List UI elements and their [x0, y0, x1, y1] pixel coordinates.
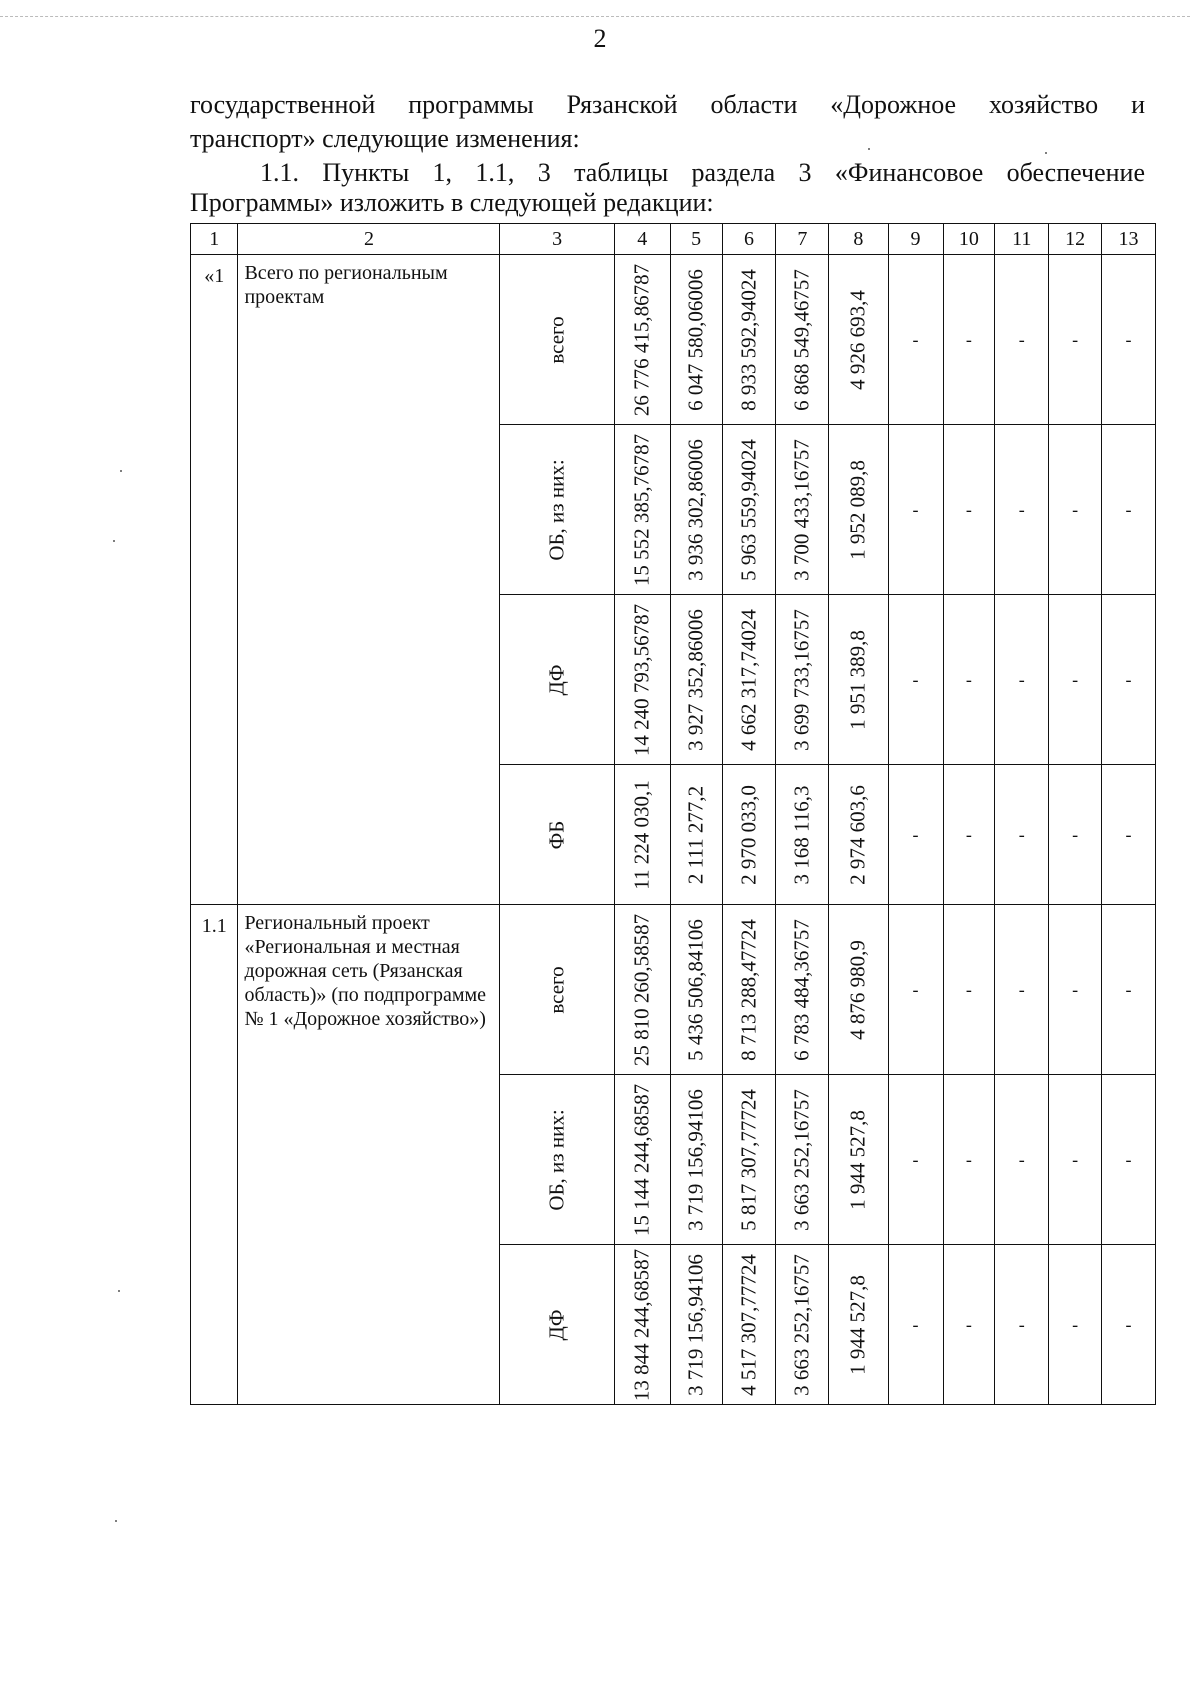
- amount-value: 6 047 580,06006: [683, 268, 708, 411]
- funding-type: всего: [544, 315, 569, 364]
- amount-value: 26 776 415,86787: [629, 263, 654, 416]
- amount-value: 3 663 252,16757: [789, 1253, 814, 1396]
- intro-line-2: транспорт» следующие изменения:: [190, 124, 580, 153]
- amount-cell: [722, 425, 776, 595]
- empty-value-cell: [1049, 255, 1102, 425]
- amount-cell: [614, 1075, 670, 1245]
- empty-value-cell: [943, 1075, 995, 1245]
- amount-value: 11 224 030,1: [629, 779, 654, 890]
- amount-value: 3 719 156,94106: [683, 1253, 708, 1396]
- funding-type-cell: [500, 905, 614, 1075]
- empty-value-cell: [995, 905, 1049, 1075]
- dash-mark: -: [965, 1314, 972, 1334]
- dash-mark: -: [912, 1314, 919, 1334]
- amount-value: 4 662 317,74024: [736, 608, 761, 751]
- dash-mark: -: [1018, 669, 1025, 689]
- intro-line-3: 1.1. Пункты 1, 1.1, 3 таблицы раздела 3 «Финансовое обеспечение: [260, 158, 1145, 187]
- amount-cell: [722, 595, 776, 765]
- dash-mark: -: [1125, 979, 1132, 999]
- empty-value-cell: [1102, 905, 1156, 1075]
- amount-value: 4 876 980,9: [845, 939, 870, 1040]
- dash-mark: -: [1125, 824, 1132, 844]
- amount-cell: [776, 1075, 829, 1245]
- empty-value-cell: [1049, 765, 1102, 905]
- amount-value: 1 952 089,8: [845, 459, 870, 560]
- funding-type-cell: [500, 595, 614, 765]
- dash-mark: -: [912, 329, 919, 349]
- amount-value: 14 240 793,56787: [629, 603, 654, 756]
- dash-mark: -: [912, 979, 919, 999]
- amount-cell: [722, 1075, 776, 1245]
- empty-value-cell: [888, 1075, 943, 1245]
- amount-cell: [829, 595, 888, 765]
- dash-mark: -: [1072, 1149, 1079, 1169]
- amount-value: 8 713 288,47724: [736, 918, 761, 1061]
- dash-mark: -: [965, 824, 972, 844]
- amount-value: 15 144 244,68587: [629, 1083, 654, 1236]
- row-number: «1: [191, 255, 238, 905]
- amount-value: 4 926 693,4: [845, 289, 870, 390]
- dash-mark: -: [1018, 979, 1025, 999]
- empty-value-cell: [995, 255, 1049, 425]
- empty-value-cell: [995, 1245, 1049, 1405]
- scan-speck: [1045, 152, 1047, 154]
- amount-cell: [670, 425, 722, 595]
- amount-cell: [670, 765, 722, 905]
- row-number: 1.1: [191, 905, 238, 1405]
- page-number: 2: [593, 24, 607, 53]
- dash-mark: -: [1018, 824, 1025, 844]
- column-header: 8: [829, 224, 888, 255]
- funding-type: ДФ: [544, 1309, 569, 1340]
- amount-value: 1 951 389,8: [845, 629, 870, 730]
- empty-value-cell: [1102, 1075, 1156, 1245]
- column-header: 10: [943, 224, 995, 255]
- amount-cell: [614, 905, 670, 1075]
- amount-value: 1 944 527,8: [845, 1109, 870, 1210]
- empty-value-cell: [1102, 425, 1156, 595]
- amount-value: 3 168 116,3: [789, 785, 814, 884]
- empty-value-cell: [1102, 765, 1156, 905]
- amount-cell: [614, 255, 670, 425]
- dash-mark: -: [912, 669, 919, 689]
- amount-value: 3 719 156,94106: [683, 1088, 708, 1231]
- amount-value: 6 868 549,46757: [789, 268, 814, 411]
- dash-mark: -: [965, 979, 972, 999]
- amount-value: 3 699 733,16757: [789, 608, 814, 751]
- amount-cell: [670, 905, 722, 1075]
- dash-mark: -: [1125, 1149, 1132, 1169]
- dash-mark: -: [965, 329, 972, 349]
- amount-value: 2 111 277,2: [683, 785, 708, 884]
- amount-value: 3 927 352,86006: [683, 608, 708, 751]
- amount-value: 5 963 559,94024: [736, 438, 761, 581]
- dash-mark: -: [965, 669, 972, 689]
- amount-value: 3 663 252,16757: [789, 1088, 814, 1231]
- empty-value-cell: [1049, 1075, 1102, 1245]
- scan-speck: [118, 1290, 120, 1292]
- dash-mark: -: [1072, 499, 1079, 519]
- empty-value-cell: [943, 905, 995, 1075]
- empty-value-cell: [995, 595, 1049, 765]
- empty-value-cell: [888, 905, 943, 1075]
- scan-speck: [120, 470, 122, 472]
- amount-cell: [776, 595, 829, 765]
- dash-mark: -: [1072, 824, 1079, 844]
- empty-value-cell: [1049, 905, 1102, 1075]
- dash-mark: -: [912, 824, 919, 844]
- dash-mark: -: [1072, 329, 1079, 349]
- amount-cell: [776, 425, 829, 595]
- amount-cell: [614, 425, 670, 595]
- dash-mark: -: [1018, 329, 1025, 349]
- amount-value: 1 944 527,8: [845, 1274, 870, 1375]
- amount-cell: [776, 1245, 829, 1405]
- funding-type-cell: [500, 425, 614, 595]
- amount-value: 2 970 033,0: [736, 784, 761, 885]
- column-header: 6: [722, 224, 776, 255]
- finance-table: [190, 223, 1156, 1405]
- amount-value: 13 844 244,68587: [629, 1248, 654, 1401]
- empty-value-cell: [995, 765, 1049, 905]
- amount-value: 6 783 484,36757: [789, 918, 814, 1061]
- amount-cell: [614, 595, 670, 765]
- dash-mark: -: [1018, 1149, 1025, 1169]
- intro-line-4: Программы» изложить в следующей редакции:: [190, 188, 714, 217]
- column-header: 1: [191, 224, 238, 255]
- row-name: Всего по региональным проектам: [238, 255, 500, 905]
- empty-value-cell: [1049, 595, 1102, 765]
- empty-value-cell: [943, 595, 995, 765]
- amount-value: 25 810 260,58587: [629, 913, 654, 1066]
- column-header: 5: [670, 224, 722, 255]
- dash-mark: -: [965, 499, 972, 519]
- column-header: 2: [238, 224, 500, 255]
- column-header: 13: [1102, 224, 1156, 255]
- empty-value-cell: [943, 765, 995, 905]
- empty-value-cell: [888, 595, 943, 765]
- amount-value: 8 933 592,94024: [736, 268, 761, 411]
- column-header: 3: [500, 224, 614, 255]
- table-row: [191, 905, 1156, 1075]
- amount-cell: [722, 765, 776, 905]
- empty-value-cell: [1102, 595, 1156, 765]
- dash-mark: -: [1125, 499, 1132, 519]
- funding-type-cell: [500, 1075, 614, 1245]
- dash-mark: -: [1072, 1314, 1079, 1334]
- empty-value-cell: [943, 425, 995, 595]
- amount-cell: [614, 1245, 670, 1405]
- empty-value-cell: [888, 425, 943, 595]
- amount-cell: [776, 255, 829, 425]
- empty-value-cell: [888, 255, 943, 425]
- amount-value: 15 552 385,76787: [629, 433, 654, 586]
- amount-value: 3 936 302,86006: [683, 438, 708, 581]
- amount-cell: [829, 425, 888, 595]
- empty-value-cell: [995, 425, 1049, 595]
- column-header: 12: [1049, 224, 1102, 255]
- dash-mark: -: [1125, 1314, 1132, 1334]
- amount-cell: [722, 255, 776, 425]
- funding-type-cell: [500, 1245, 614, 1405]
- dash-mark: -: [912, 499, 919, 519]
- funding-type-cell: [500, 255, 614, 425]
- empty-value-cell: [943, 255, 995, 425]
- empty-value-cell: [1049, 425, 1102, 595]
- amount-cell: [829, 1075, 888, 1245]
- funding-type: ФБ: [544, 820, 569, 849]
- funding-type: ДФ: [544, 664, 569, 695]
- amount-value: 5 817 307,77724: [736, 1088, 761, 1231]
- dash-mark: -: [912, 1149, 919, 1169]
- amount-cell: [776, 765, 829, 905]
- funding-type-cell: [500, 765, 614, 905]
- dash-mark: -: [1125, 669, 1132, 689]
- table-row: [191, 255, 1156, 425]
- funding-type: всего: [544, 965, 569, 1014]
- column-header: 4: [614, 224, 670, 255]
- dash-mark: -: [1018, 1314, 1025, 1334]
- amount-cell: [722, 1245, 776, 1405]
- empty-value-cell: [1102, 255, 1156, 425]
- amount-cell: [670, 1245, 722, 1405]
- empty-value-cell: [943, 1245, 995, 1405]
- empty-value-cell: [888, 1245, 943, 1405]
- row-name: Региональный проект «Региональная и местная дорожная сеть (Рязанская область)» (по подпрограмме № 1 «Дорожное хозяйство»): [238, 905, 500, 1405]
- scan-speck: [868, 148, 870, 150]
- dash-mark: -: [965, 1149, 972, 1169]
- scan-speck: [115, 1520, 117, 1522]
- amount-value: 3 700 433,16757: [789, 438, 814, 581]
- amount-value: 2 974 603,6: [845, 784, 870, 885]
- table-header-row: [191, 224, 1156, 255]
- amount-cell: [829, 255, 888, 425]
- amount-cell: [670, 1075, 722, 1245]
- dash-mark: -: [1125, 329, 1132, 349]
- empty-value-cell: [995, 1075, 1049, 1245]
- amount-cell: [670, 595, 722, 765]
- column-header: 7: [776, 224, 829, 255]
- empty-value-cell: [1049, 1245, 1102, 1405]
- empty-value-cell: [1102, 1245, 1156, 1405]
- column-header: 11: [995, 224, 1049, 255]
- amount-cell: [829, 765, 888, 905]
- amount-cell: [670, 255, 722, 425]
- amount-cell: [614, 765, 670, 905]
- scan-edge-line: [0, 16, 1190, 17]
- funding-type: ОБ, из них:: [544, 458, 569, 561]
- dash-mark: -: [1072, 669, 1079, 689]
- amount-value: 4 517 307,77724: [736, 1253, 761, 1396]
- amount-cell: [776, 905, 829, 1075]
- dash-mark: -: [1018, 499, 1025, 519]
- amount-value: 5 436 506,84106: [683, 918, 708, 1061]
- funding-type: ОБ, из них:: [544, 1108, 569, 1211]
- scan-speck: [113, 540, 115, 542]
- dash-mark: -: [1072, 979, 1079, 999]
- amount-cell: [829, 1245, 888, 1405]
- column-header: 9: [888, 224, 943, 255]
- amount-cell: [722, 905, 776, 1075]
- amount-cell: [829, 905, 888, 1075]
- empty-value-cell: [888, 765, 943, 905]
- intro-line-1: государственной программы Рязанской области «Дорожное хозяйство и: [190, 90, 1145, 119]
